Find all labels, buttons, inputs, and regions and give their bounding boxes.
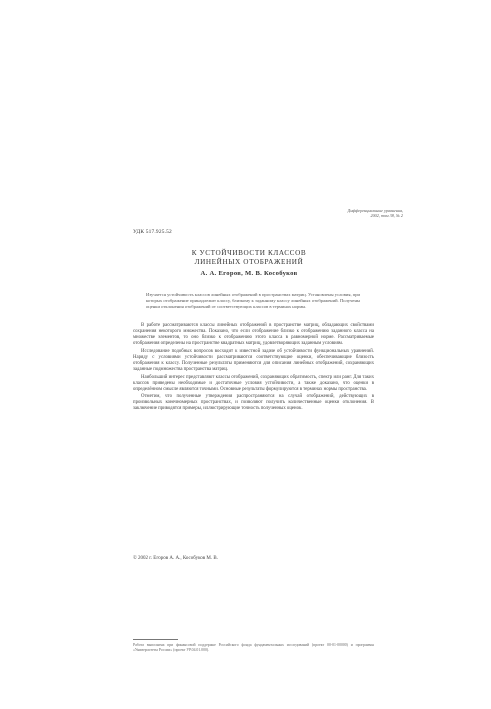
- paragraph-2: Исследование подобных вопросов восходит к известной задаче об устойчивости функциональных уравнений. Наряду с условиями устойчивости рассматриваются соответствующие оценки, обеспечивающие близость отображения к классу. Полученные результаты применяются для описания линейных отображений, сохраняющих заданные подмножества пространства матриц.: [133, 348, 374, 372]
- udc-code: УДК 517.925.52: [133, 229, 172, 235]
- body-text: [133, 323, 374, 414]
- journal-line-1: Дифференциальные уравнения,: [347, 208, 403, 213]
- footnote: Работа выполнена при финансовой поддержке Российского фонда фундаментальных исследований (проект 00-01-00000) и программы «Университеты России» (проект УР.04.01.000).: [133, 643, 374, 652]
- abstract: Изучается устойчивость классов линейных отображений в пространствах матриц. Установлены условия, при которых отображение принадлежит классу, близкому к заданному классу линейных отображений. Получены оценки отклонения отображений от соответствующих классов в терминах нормы.: [146, 292, 360, 309]
- authors: А. А. Егоров, М. В. Кособуков: [200, 270, 298, 277]
- copyright: © 2002 г. Егоров А. А., Кособуков М. В.: [133, 556, 218, 561]
- paragraph-1: В работе рассматриваются классы линейных отображений в пространстве матриц, обладающих свойствами сохранения некоторого множества. Показано, что если отображение близко к отображению заданного класса на множестве элементов, то оно близко к отображению этого класса в равномерной норме. Рассматриваемые отображения определены на пространстве квадратных матриц, удовлетворяющих заданным условиям.: [133, 323, 374, 346]
- footnote-divider: [133, 639, 178, 640]
- title-line-1: К УСТОЙЧИВОСТИ КЛАССОВ: [191, 249, 307, 257]
- paragraph-3: Наибольший интерес представляют классы отображений, сохраняющих обратимость, спектр или ранг. Для таких классов приведены необходимые и достаточные условия устойчивости, а также доказано, что оценки в определённом смысле являются точными. Основные результаты формулируются в терминах нормы пространства.: [133, 374, 374, 392]
- paper-title: [120, 249, 378, 266]
- title-line-2: ЛИНЕЙНЫХ ОТОБРАЖЕНИЙ: [194, 257, 304, 266]
- journal-header: [283, 208, 403, 219]
- paragraph-4: Отметим, что полученные утверждения распространяются на случай отображений, действующих в произвольных конечномерных пространствах, и позволяют получить количественные оценки отклонения. В заключение приводятся примеры, иллюстрирующие точность полученных оценок.: [133, 394, 374, 412]
- journal-line-2: 2002, том 38, № 2: [370, 213, 403, 219]
